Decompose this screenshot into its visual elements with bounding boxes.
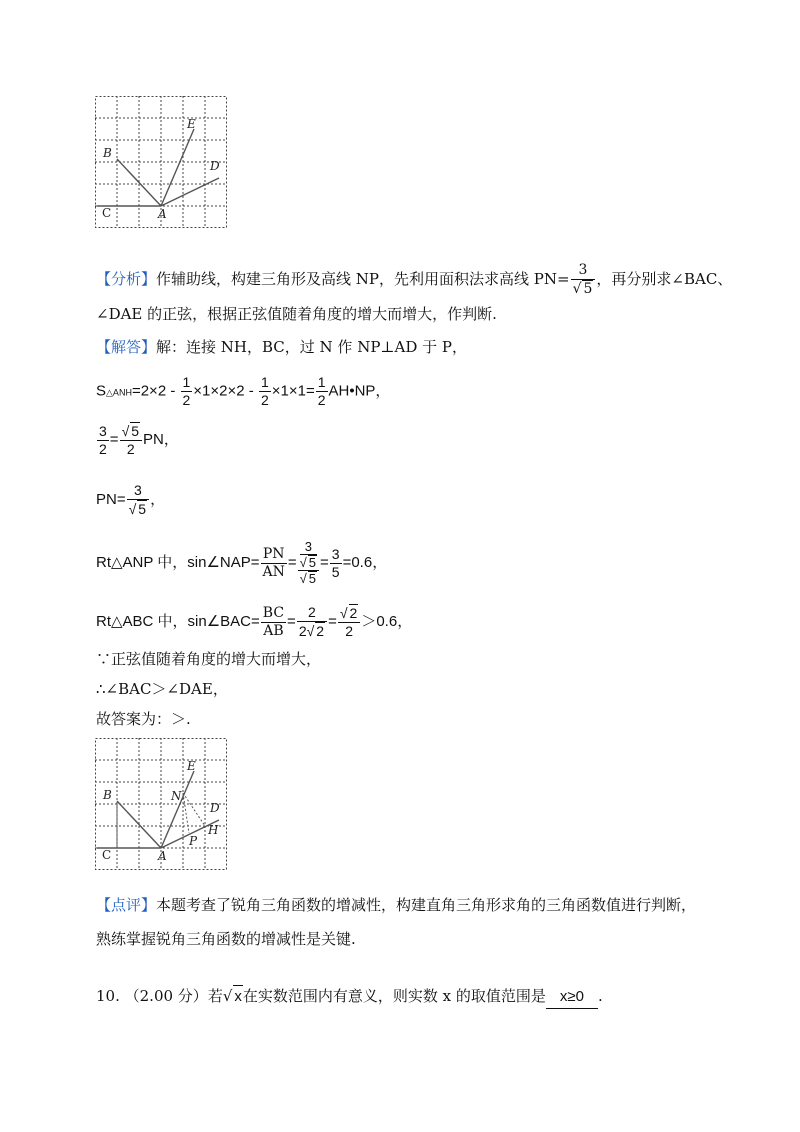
comment-tag: 【点评】: [96, 896, 157, 914]
label-a: A: [158, 207, 167, 221]
label-c: C: [102, 848, 112, 862]
analysis-tag: 【分析】: [96, 270, 157, 288]
label-a: A: [158, 849, 167, 863]
comment-line-2: 熟练掌握锐角三角函数的增减性是关键.: [96, 930, 356, 948]
answer-blank: x≥0: [546, 986, 598, 1009]
segment-nh: [183, 793, 205, 826]
segment-ab: [117, 801, 161, 848]
grid-figure-1: [95, 96, 227, 228]
solution-line-5: Rt△ABC 中，sin∠BAC= $\frac{BC}{AB}$ = $\frac{2}{2√ 2}$ = $\frac{√ 2}{2}$ ＞0.6，: [96, 604, 413, 639]
solution-line-4: Rt△ANP 中，sin∠NAP= $\frac{PN}{AN}$ = $\frac{\frac{3}{√ 5}}{√ 5}$ = $\frac{3}{5}$ =0.6，: [96, 539, 388, 586]
segment-ab: [117, 159, 161, 206]
label-b: B: [103, 788, 112, 802]
label-d: D: [210, 801, 220, 815]
solution-line-3: PN= $\frac{3}{√ 5}$ ，: [96, 482, 166, 517]
label-e: E: [187, 759, 196, 773]
label-p: P: [189, 834, 198, 848]
segment-ad: [161, 178, 219, 206]
label-h: H: [208, 823, 219, 837]
solution-line-1: S△ANH=2×2 - $\frac{1}{2}$ ×1×2×2 - $\frac{1}{2}$ ×1×1= $\frac{1}{2}$ AH•NP，: [96, 374, 391, 408]
label-e: E: [187, 117, 196, 131]
question-score: （2.00 分）: [124, 987, 208, 1005]
label-d: D: [210, 159, 220, 173]
solution-line-8: 故答案为：＞.: [96, 710, 191, 728]
segment-ae: [161, 129, 194, 206]
comment-line-1: 【点评】本题考查了锐角三角函数的增减性，构建直角三角形求角的三角函数值进行判断，: [96, 896, 697, 914]
analysis-line-2: ∠DAE 的正弦，根据正弦值随着角度的增大而增大，作判断.: [96, 305, 497, 323]
question-number: 10.: [96, 987, 120, 1005]
label-c: C: [102, 206, 112, 220]
solution-line-6: ∵正弦值随着角度的增大而增大，: [96, 650, 322, 668]
grid-figure-2: [95, 738, 227, 870]
segment-np: [183, 793, 189, 833]
solution-line-7: ∴∠BAC＞∠DAE，: [96, 680, 228, 698]
solution-line-2: $\frac{3}{2}$ = $\frac{√ 5}{2}$ PN，: [99, 422, 179, 457]
solution-intro: 【解答】解：连接 NH，BC，过 N 作 NP⊥AD 于 P，: [96, 338, 468, 356]
analysis-line-1: 【分析】作辅助线，构建三角形及高线 NP，先利用面积法求高线 PN= $\frac{3}{√ 5}$ ，再分别求∠BAC、: [96, 262, 733, 297]
question-10: 10. （2.00 分）若√ x在实数范围内有意义，则实数 x 的取值范围是 x≥0 .: [96, 985, 603, 1009]
label-n: N: [171, 789, 182, 803]
label-b: B: [103, 146, 112, 160]
solution-tag: 【解答】: [96, 338, 157, 356]
